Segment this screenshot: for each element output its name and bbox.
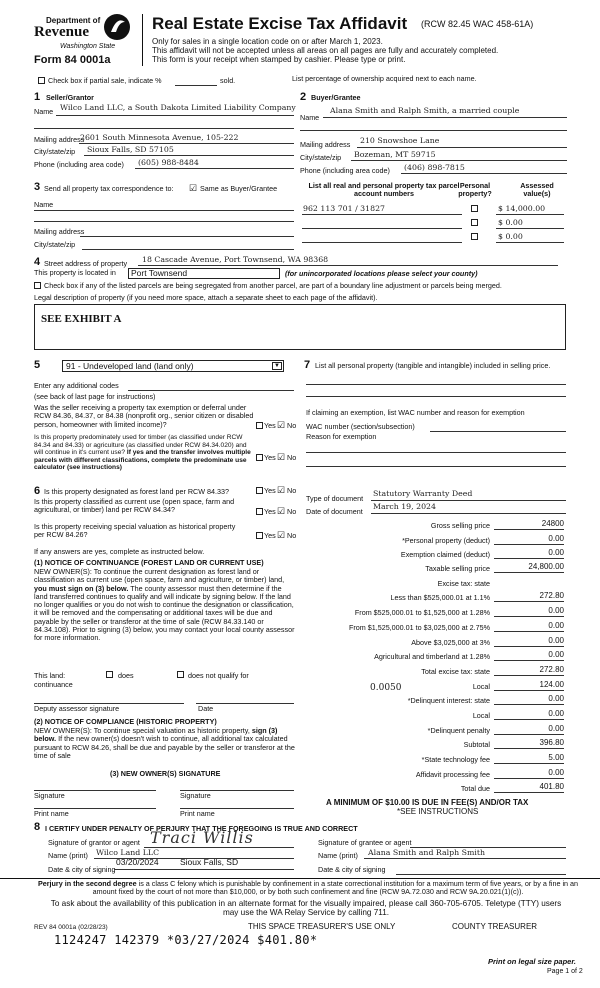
partial-sale-label: Check box if partial sale, indicate % xyxy=(48,76,162,85)
grantor-date-line xyxy=(114,869,294,870)
revision-label: REV 84 0001a (02/28/23) xyxy=(34,924,108,931)
street-line xyxy=(138,265,558,266)
section-4-number: 4 xyxy=(34,256,41,268)
s3-mail-label: Mailing address xyxy=(34,227,85,236)
tax-row-label: From $525,000.01 to $1,525,000 at 1.28% xyxy=(354,608,490,617)
local-rate-value[interactable]: 0.0050 xyxy=(370,683,402,693)
does-not-checkbox[interactable] xyxy=(177,671,184,678)
seller-phone-value[interactable]: (605) 988-8484 xyxy=(138,158,199,167)
assessed-value-1[interactable]: $ 14,000.00 xyxy=(498,204,546,213)
s6q1-no-label: No xyxy=(287,486,297,495)
doc-date-label: Date of document xyxy=(306,507,363,516)
tax-row-value[interactable]: 0.00 xyxy=(494,694,564,705)
revenue-logo xyxy=(34,12,134,66)
q2-yes-checkbox[interactable] xyxy=(256,454,263,461)
s6q3-no-label: No xyxy=(287,531,297,540)
parcel-col-header: List all real and personal property tax parcel account numbers xyxy=(308,181,460,199)
section-3-number: 3 xyxy=(34,181,41,193)
s3-name-label: Name xyxy=(34,200,54,209)
buyer-mail-line xyxy=(357,147,567,148)
header-note-1: Only for sales in a single location code on or after March 1, 2023. xyxy=(152,37,383,46)
partial-sold-label: sold. xyxy=(220,76,236,85)
reason-line-2[interactable] xyxy=(306,466,566,467)
tax-row-value[interactable]: 0.00 xyxy=(494,548,564,559)
buyer-city-label: City/state/zip xyxy=(300,153,342,162)
tax-row-label: Local xyxy=(472,711,490,720)
buyer-city-line xyxy=(351,160,567,161)
does-checkbox[interactable] xyxy=(106,671,113,678)
segregate-label: Check box if any of the listed parcels are being segregated from another parcel, are part of a boundary line adjustment or parcels being merged. xyxy=(44,281,502,290)
perjury-text: is a class C felony which is punishable by confinement in a state correctional institution for a maximum term of five years, or by a fine in an amount fixed by the court of not more than $10,000, or by both such confinement and fine (RCW 9A.72.030 and RCW 9A.20.021(1)(c)). xyxy=(92,879,579,897)
see-instructions: *SEE INSTRUCTIONS xyxy=(397,807,479,816)
tax-row-label: Exemption claimed (deduct) xyxy=(400,550,490,559)
doc-type-value[interactable]: Statutory Warranty Deed xyxy=(373,489,473,498)
seller-city-value[interactable]: Sioux Falls, SD 57105 xyxy=(87,145,174,154)
s3-city-label: City/state/zip xyxy=(34,240,76,249)
deputy-sig-label: Deputy assessor signature xyxy=(34,704,120,713)
state-label: Washington State xyxy=(60,43,116,50)
owner-sig-label-2: Signature xyxy=(180,791,211,800)
exemption-label: If claiming an exemption, list WAC number and reason for exemption xyxy=(306,408,525,417)
tax-row-label: Above $3,025,000 at 3% xyxy=(411,638,490,647)
seller-city-label: City/state/zip xyxy=(34,147,76,156)
tax-row-label: Local xyxy=(472,682,490,691)
tax-row-value[interactable]: 0.00 xyxy=(494,709,564,720)
notice-2-text-c: If the new owner(s) doesn't wish to continue, all additional tax calculated pursuant to RCW 84.26, shall be due and payable by the seller or transferor at the time of sale xyxy=(34,734,295,760)
s6q2-no-checkbox[interactable]: ☑ xyxy=(277,506,286,516)
exemption-question: Was the seller receiving a property tax exemption or deferral under RCW 84.36, 84.37, or 84.38 (nonprofit org., senior citizen or disabled person, homeowner with limited income)? xyxy=(34,403,254,429)
s6q2-no-label: No xyxy=(287,507,297,516)
forest-question: Is this property designated as forest land per RCW 84.33? xyxy=(44,487,229,496)
section-7-text: List all personal property (tangible and intangible) included in selling price. xyxy=(315,361,551,370)
notice-2-heading: (2) NOTICE OF COMPLIANCE (HISTORIC PROPERTY) xyxy=(34,717,217,726)
seller-mail-value[interactable]: 2601 South Minnesota Avenue, 105-222 xyxy=(80,133,239,142)
tax-row-value[interactable]: 401.80 xyxy=(494,782,564,793)
grantee-date-label: Date & city of signing xyxy=(318,865,386,874)
section-1-number: 1 xyxy=(34,91,41,103)
tax-row-label: *Personal property (deduct) xyxy=(402,536,490,545)
timber-question xyxy=(34,434,256,472)
perjury-bold: Perjury in the second degree xyxy=(37,879,137,888)
s6q1-yes-label: Yes xyxy=(264,486,276,495)
buyer-name-value[interactable]: Alana Smith and Ralph Smith, a married couple xyxy=(330,106,520,115)
reason-label: Reason for exemption xyxy=(306,432,377,441)
tax-row-value[interactable]: 0.00 xyxy=(494,650,564,661)
notice-1-text-a: NEW OWNER(S): To continue the current designation as forest land or classification as current use (open space, farm and agriculture, or timber) land, xyxy=(34,567,285,585)
seller-phone-label: Phone (including area code) xyxy=(34,160,124,169)
historic-question: Is this property receiving special valuation as historical property per RCW 84.26? xyxy=(34,522,236,540)
tax-row-value[interactable]: 396.80 xyxy=(494,738,564,749)
notice-1-text xyxy=(34,568,296,643)
tax-row-value[interactable]: 0.00 xyxy=(494,724,564,735)
q1-yes-checkbox[interactable] xyxy=(256,422,263,429)
form-title: Real Estate Excise Tax Affidavit xyxy=(152,14,408,33)
land-use-value: 91 - Undeveloped land (land only) xyxy=(66,361,194,371)
buyer-mail-value[interactable]: 210 Snowshoe Lane xyxy=(360,136,440,145)
buyer-name-label: Name xyxy=(300,113,320,122)
tax-row-value[interactable]: 24800 xyxy=(494,519,564,530)
same-as-buyer-checkbox[interactable]: ☑ xyxy=(189,183,198,193)
seller-name-line xyxy=(56,115,294,116)
doc-date-line xyxy=(371,513,566,514)
grantee-name-label: Name (print) xyxy=(318,851,358,860)
legal-description-box[interactable] xyxy=(34,304,566,350)
assessed-line-3 xyxy=(496,242,564,243)
tax-row-label: Less than $525,000.01 at 1.1% xyxy=(390,593,490,602)
personal-prop-line-1[interactable] xyxy=(306,384,566,385)
grantee-date-line[interactable] xyxy=(396,874,566,875)
grantor-sig-label: Signature of grantor or agent xyxy=(48,838,140,847)
s3-name-line-2 xyxy=(34,221,294,222)
section-7-number: 7 xyxy=(304,359,311,371)
street-value[interactable]: 18 Cascade Avenue, Port Townsend, WA 98368 xyxy=(142,255,329,264)
q2-no-checkbox[interactable]: ☑ xyxy=(277,452,286,462)
grantor-sig-line xyxy=(144,847,294,848)
notice-1-text-b: you must sign on (3) below. xyxy=(34,583,129,593)
codes-label: Enter any additional codes xyxy=(34,381,119,390)
tax-row-value[interactable]: 24,800.00 xyxy=(494,562,564,573)
tax-row-label: From $1,525,000.01 to $3,025,000 at 2.75% xyxy=(348,623,490,632)
seller-name-value[interactable]: Wilco Land LLC, a South Dakota Limited Liability Company xyxy=(60,103,296,112)
q2-no-label: No xyxy=(287,453,297,462)
personal-checkbox-3[interactable] xyxy=(471,233,478,240)
legal-description-value: SEE EXHIBIT A xyxy=(41,313,122,325)
s3-mail-line xyxy=(80,236,294,237)
this-land-label: This land: xyxy=(34,671,66,680)
owner-print-label-1: Print name xyxy=(34,809,69,818)
located-label: This property is located in xyxy=(34,268,116,277)
assessed-line-1 xyxy=(496,214,564,215)
accessibility-note: To ask about the availability of this publication in an alternate format for the visually impaired, please call 360-705-6705. Teletype (TTY) users may use the WA Relay Service by calling 711. xyxy=(50,899,562,918)
tax-row-label: *Delinquent penalty xyxy=(427,726,490,735)
codes-line[interactable] xyxy=(128,390,294,391)
s3-name-line xyxy=(34,210,294,211)
same-as-buyer-label: Same as Buyer/Grantee xyxy=(200,184,278,193)
tax-row-label: *Delinquent interest: state xyxy=(407,696,490,705)
tax-row-value[interactable]: 0.00 xyxy=(494,534,564,545)
tax-row-value[interactable]: 0.00 xyxy=(494,621,564,632)
timber-question-text: Is this property predominately used for timber (as classified under RCW 84.34 and 84.33) or agriculture (as classified under RCW 84.34.020) and will continue in it's current use? xyxy=(34,434,247,457)
grantee-name-value[interactable]: Alana Smith and Ralph Smith xyxy=(368,848,485,857)
wac-label: WAC number (section/subsection) xyxy=(306,422,415,431)
doc-type-line xyxy=(371,500,566,501)
buyer-name-line xyxy=(323,117,567,118)
seller-city-line xyxy=(84,155,294,156)
grantee-name-line xyxy=(364,858,566,859)
header-divider xyxy=(142,14,143,66)
segregate-checkbox[interactable] xyxy=(34,282,41,289)
notice-1-heading: (1) NOTICE OF CONTINUANCE (FOREST LAND OR CURRENT USE) xyxy=(34,558,264,567)
buyer-phone-line xyxy=(401,173,567,174)
s6q3-yes-checkbox[interactable] xyxy=(256,532,263,539)
s6q1-yes-checkbox[interactable] xyxy=(256,487,263,494)
buyer-phone-value[interactable]: (406) 898-7815 xyxy=(404,163,465,172)
treasurer-use-label: THIS SPACE TREASURER'S USE ONLY xyxy=(248,922,396,931)
perjury-notice xyxy=(34,880,582,897)
s6q3-no-checkbox[interactable]: ☑ xyxy=(277,530,286,540)
tax-row-value[interactable]: 0.00 xyxy=(494,768,564,779)
assessed-value-2[interactable]: $ 0.00 xyxy=(498,218,523,227)
section-3-text: Send all property tax correspondence to: xyxy=(44,184,174,193)
q2-yes-label: Yes xyxy=(264,453,276,462)
q1-no-label: No xyxy=(287,421,297,430)
wa-logo-icon xyxy=(102,12,132,42)
revenue-wordmark: Revenue xyxy=(34,24,89,40)
tax-row-value[interactable]: 272.80 xyxy=(494,665,564,676)
tax-row-label: Taxable selling price xyxy=(425,564,490,573)
located-select[interactable]: Port Townsend xyxy=(128,268,280,279)
legal-size-note: Print on legal size paper. xyxy=(488,957,576,966)
personal-checkbox-2[interactable] xyxy=(471,219,478,226)
chevron-down-icon[interactable]: ▼ xyxy=(272,362,282,370)
section-8-number: 8 xyxy=(34,821,41,833)
parcel-line-3 xyxy=(302,242,462,243)
ownership-note: List percentage of ownership acquired next to each name. xyxy=(292,74,477,83)
s6q3-yes-label: Yes xyxy=(264,531,276,540)
parcel-line-2 xyxy=(302,228,462,229)
continuance-label: continuance xyxy=(34,680,73,689)
codes-note: (see back of last page for instructions) xyxy=(34,392,156,401)
buyer-city-value[interactable]: Bozeman, MT 59715 xyxy=(354,150,436,159)
s6q2-yes-checkbox[interactable] xyxy=(256,508,263,515)
personal-prop-line-2[interactable] xyxy=(306,396,566,397)
grantor-name-value[interactable]: Wilco Land LLC xyxy=(96,848,160,857)
tax-row-label: Subtotal xyxy=(463,740,490,749)
tax-row-label: Affidavit processing fee xyxy=(415,770,490,779)
if-any-yes: If any answers are yes, complete as instructed below. xyxy=(34,547,205,556)
unincorporated-note: (for unincorporated locations please select your county) xyxy=(285,269,478,278)
tax-row-label: Gross selling price xyxy=(430,521,490,530)
q1-no-checkbox[interactable]: ☑ xyxy=(277,420,286,430)
grantor-date-label: Date & city of signing xyxy=(48,865,116,874)
seller-mail-line xyxy=(79,143,294,144)
seller-name-label: Name xyxy=(34,107,54,116)
tax-row-value[interactable]: 0.00 xyxy=(494,606,564,617)
does-not-label: does not qualify for xyxy=(188,671,249,680)
certification: I CERTIFY UNDER PENALTY OF PERJURY THAT THE FOREGOING IS TRUE AND CORRECT xyxy=(45,824,358,833)
wac-line[interactable] xyxy=(430,431,566,432)
section-5-number: 5 xyxy=(34,359,41,371)
timber-question-bold: If yes and the transfer involves multiple parcels with different classifications, complete the predominate use calculator (see instructions) xyxy=(34,449,251,472)
seller-name-line-2 xyxy=(34,128,294,129)
notice-3-heading: (3) NEW OWNER(S) SIGNATURE xyxy=(110,769,221,778)
personal-col-header: Personal property? xyxy=(458,181,492,199)
dept-label: Department of xyxy=(46,16,101,25)
seller-heading: Seller/Grantor xyxy=(46,93,94,102)
owner-sig-label-1: Signature xyxy=(34,791,65,800)
buyer-mail-label: Mailing address xyxy=(300,140,351,149)
tax-row-label: *State technology fee xyxy=(421,755,490,764)
notice-2-text-b: sign (3) below. xyxy=(34,726,278,744)
s3-city-line xyxy=(82,249,294,250)
tax-row-label: Agricultural and timberland at 1.28% xyxy=(374,652,490,661)
notice-1-text-c: The county assessor must then determine if the land transferred continues to qualify and will indicate by signing below. If the land no longer qualifies or you do not wish to continue the designation or classification, it will be removed and the compensating or additional taxes will be due and payable by the seller or transferor at the time of sale (RCW 84.33.140 or 84.34.108). Prior to signing (3) below, you may contact your local county assessor for more information. xyxy=(34,583,295,643)
grantor-date-value[interactable]: 03/20/2024 xyxy=(116,857,159,867)
tax-row-value[interactable]: 0.00 xyxy=(494,636,564,647)
assessed-col-header: Assessed value(s) xyxy=(520,181,554,199)
land-use-select[interactable] xyxy=(62,360,284,372)
current-use-question: Is this property classified as current use (open space, farm and agricultural, or timber) land per RCW 84.34? xyxy=(34,497,235,515)
treasurer-stamp: 1124247 142379 *03/27/2024 $401.80* xyxy=(54,933,318,947)
assessed-value-3[interactable]: $ 0.00 xyxy=(498,232,523,241)
deputy-date-label: Date xyxy=(198,704,214,713)
seller-mail-label: Mailing address xyxy=(34,135,85,144)
county-treasurer-label: COUNTY TREASURER xyxy=(452,922,538,931)
partial-percent-field[interactable] xyxy=(175,85,217,86)
buyer-name-line-2 xyxy=(300,130,567,131)
tax-row-value[interactable]: 124.00 xyxy=(494,680,564,691)
legal-desc-label: Legal description of property (if you need more space, attach a separate sheet to each page of the affidavit). xyxy=(34,293,378,302)
q1-yes-label: Yes xyxy=(264,421,276,430)
buyer-heading: Buyer/Grantee xyxy=(311,93,361,102)
tax-row-label: Total due xyxy=(460,784,490,793)
form-rcw: (RCW 82.45 WAC 458-61A) xyxy=(421,19,534,29)
header-note-3: This form is your receipt when stamped by cashier. Please type or print. xyxy=(152,55,406,64)
doc-date-value[interactable]: March 19, 2024 xyxy=(373,502,436,511)
parcel-line-1 xyxy=(302,214,462,215)
s6q2-yes-label: Yes xyxy=(264,507,276,516)
form-number: Form 84 0001a xyxy=(34,54,111,66)
tax-row-value[interactable]: 272.80 xyxy=(494,591,564,602)
notice-2-text-a: NEW OWNER(S): To continue special valuation as historic property, xyxy=(34,726,250,735)
seller-phone-line xyxy=(135,168,294,169)
buyer-phone-label: Phone (including area code) xyxy=(300,166,390,175)
reason-line-1[interactable] xyxy=(306,452,566,453)
partial-sale-checkbox[interactable] xyxy=(38,77,45,84)
minimum-notice: A MINIMUM OF $10.00 IS DUE IN FEE(S) AND/OR TAX xyxy=(326,798,529,807)
doc-type-label: Type of document xyxy=(306,494,364,503)
s6q1-no-checkbox[interactable]: ☑ xyxy=(277,485,286,495)
street-label: Street address of property xyxy=(44,259,128,268)
tax-row-value[interactable]: 5.00 xyxy=(494,753,564,764)
tax-row-label: Total excise tax: state xyxy=(421,667,490,676)
header-note-2: This affidavit will not be accepted unless all areas on all pages are fully and accurately completed. xyxy=(152,46,499,55)
grantor-signature[interactable]: Traci Willis xyxy=(150,828,254,847)
personal-checkbox-1[interactable] xyxy=(471,205,478,212)
grantor-city-value[interactable]: Sioux Falls, SD xyxy=(180,857,239,867)
grantor-name-label: Name (print) xyxy=(48,851,88,860)
notice-2-text xyxy=(34,727,298,760)
section-6-number: 6 xyxy=(34,485,41,497)
does-label: does xyxy=(118,671,134,680)
owner-print-label-2: Print name xyxy=(180,809,215,818)
section-2-number: 2 xyxy=(300,91,307,103)
parcel-number-1[interactable]: 962 113 701 / 31827 xyxy=(303,204,385,213)
tax-row-label: Excise tax: state xyxy=(437,579,490,588)
grantee-sig-label: Signature of grantee or agent xyxy=(318,838,412,847)
page-number: Page 1 of 2 xyxy=(547,968,583,975)
assessed-line-2 xyxy=(496,228,564,229)
